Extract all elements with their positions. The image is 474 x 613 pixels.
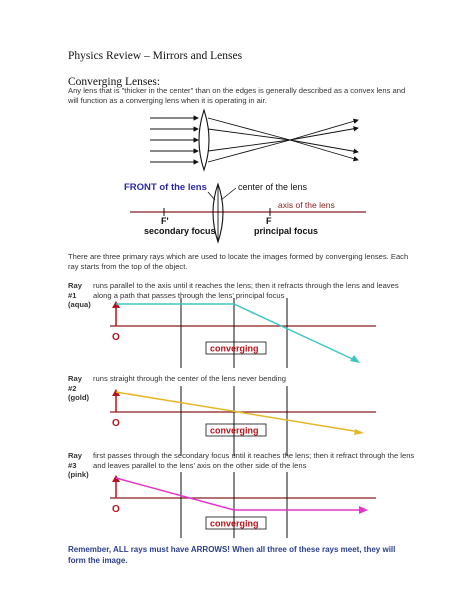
page-title: Physics Review – Mirrors and Lenses — [68, 50, 243, 62]
ray-3-diagram — [106, 470, 380, 540]
ray-1-converging-tag: converging — [210, 343, 259, 354]
axis-of-lens-label: axis of the lens — [278, 200, 335, 210]
center-of-lens-label: center of the lens — [238, 182, 308, 192]
section-heading: Converging Lenses: — [68, 76, 161, 88]
ray-2-description: runs straight through the center of the lens never bending — [93, 374, 286, 383]
rays-intro-paragraph: There are three primary rays which are used to locate the images formed by converging lenses. Each ray starts from the top of the object. — [68, 252, 409, 271]
ray-2-diagram — [106, 384, 380, 458]
ray-2-converging-tag: converging — [210, 425, 259, 436]
ray-1-description: runs parallel to the axis until it reaches the lens; then it refracts through the lens and leaves along a path that passes through the lens' principal focus — [93, 281, 399, 300]
ray-1-diagram — [106, 296, 380, 370]
ray-3-description: first passes through the secondary focus until it reaches the lens; then it refract through the lens and leaves parallel to the lens' axis on the other side of the lens — [93, 451, 415, 470]
remember-note: Remember, ALL rays must have ARROWS! When all three of these rays meet, they will form the image. — [68, 545, 396, 565]
ray-1-object-label: O — [112, 332, 120, 343]
ray-2-object-label: O — [112, 418, 120, 429]
ray-2-label: Ray #2 (gold) — [68, 374, 90, 402]
ray-1-label: Ray #1 (aqua) — [68, 281, 91, 309]
principal-focus-label: principal focus — [254, 226, 319, 236]
lens-anatomy-diagram — [120, 176, 380, 252]
converging-rays-diagram — [140, 106, 380, 172]
secondary-focus-label: secondary focus — [144, 226, 216, 236]
f-label: F — [266, 216, 272, 226]
f-prime-label: F' — [161, 216, 169, 226]
ray-3-label: Ray #3 (pink) — [68, 451, 89, 479]
ray-3-object-label: O — [112, 504, 120, 515]
front-of-lens-label: FRONT of the lens — [124, 182, 207, 193]
ray-3-converging-tag: converging — [210, 518, 259, 529]
intro-paragraph: Any lens that is "thicker in the center" than on the edges is generally described as a convex lens and will function as a converging lens when it is operating in air. — [68, 86, 406, 105]
